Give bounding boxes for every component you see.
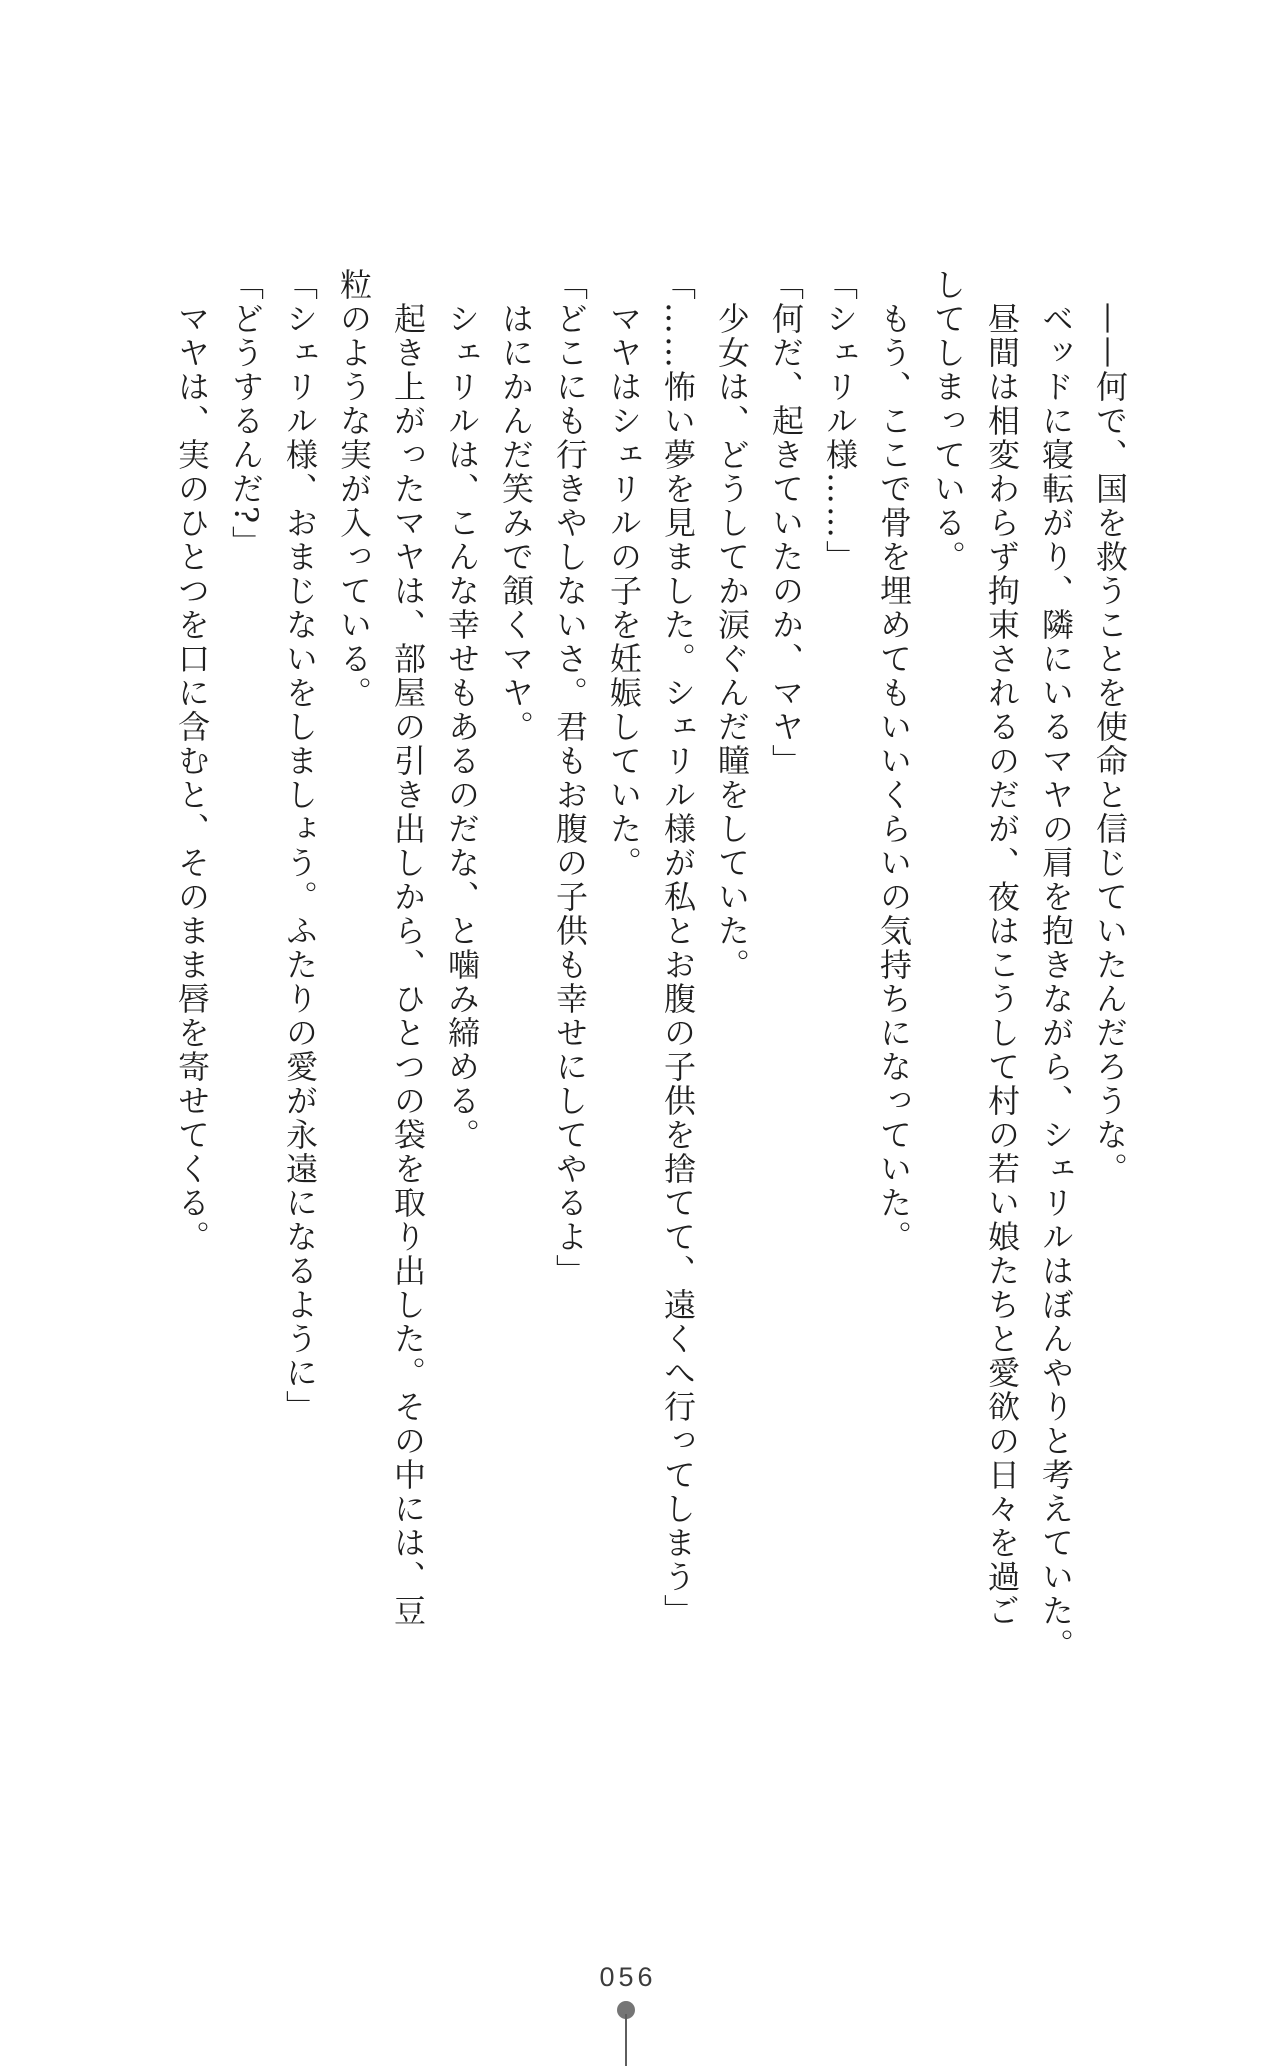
text-line: 「どうするんだ?」 (227, 268, 265, 560)
page-number: 056 (599, 1962, 657, 1992)
text-line: マヤは、実のひとつを口に含むと、そのまま唇を寄せてくる。 (173, 302, 211, 1254)
text-line: シェリルは、こんな幸せもあるのだな、と噛み締める。 (443, 302, 481, 1152)
text-line: もう、ここで骨を埋めてもいいくらいの気持ちになっていた。 (875, 302, 913, 1254)
text-line: はにかんだ笑みで頷くマヤ。 (497, 302, 535, 744)
text-line: 「シェリル様……」 (821, 268, 859, 574)
footer-rule (625, 2014, 627, 2066)
text-line: ベッドに寝転がり、隣にいるマヤの肩を抱きながら、シェリルはぼんやりと考えていた。 (1037, 302, 1075, 1662)
text-line: 昼間は相変わらず拘束されるのだが、夜はこうして村の若い娘たちと愛欲の日々を過ご (983, 302, 1021, 1628)
text-block (165, 268, 1137, 1738)
text-line: 「何だ、起きていたのか、マヤ」 (767, 268, 805, 778)
text-line: 起き上がったマヤは、部屋の引き出しから、ひとつの袋を取り出した。その中には、豆 (389, 302, 427, 1628)
text-line: 「……怖い夢を見ました。シェリル様が私とお腹の子供を捨てて、遠くへ行ってしまう」 (659, 268, 697, 1628)
text-line: 「シェリル様、おまじないをしましょう。ふたりの愛が永遠になるように」 (281, 268, 319, 1424)
text-line: 「どこにも行きやしないさ。君もお腹の子供も幸せにしてやるよ」 (551, 268, 589, 1288)
text-line: 粒のような実が入っている。 (335, 268, 373, 710)
text-line: 少女は、どうしてか涙ぐんだ瞳をしていた。 (713, 302, 751, 982)
text-line: ——何で、国を救うことを使命と信じていたんだろうな。 (1091, 302, 1129, 1186)
text-line: マヤはシェリルの子を妊娠していた。 (605, 302, 643, 880)
text-line: してしまっている。 (929, 268, 967, 574)
